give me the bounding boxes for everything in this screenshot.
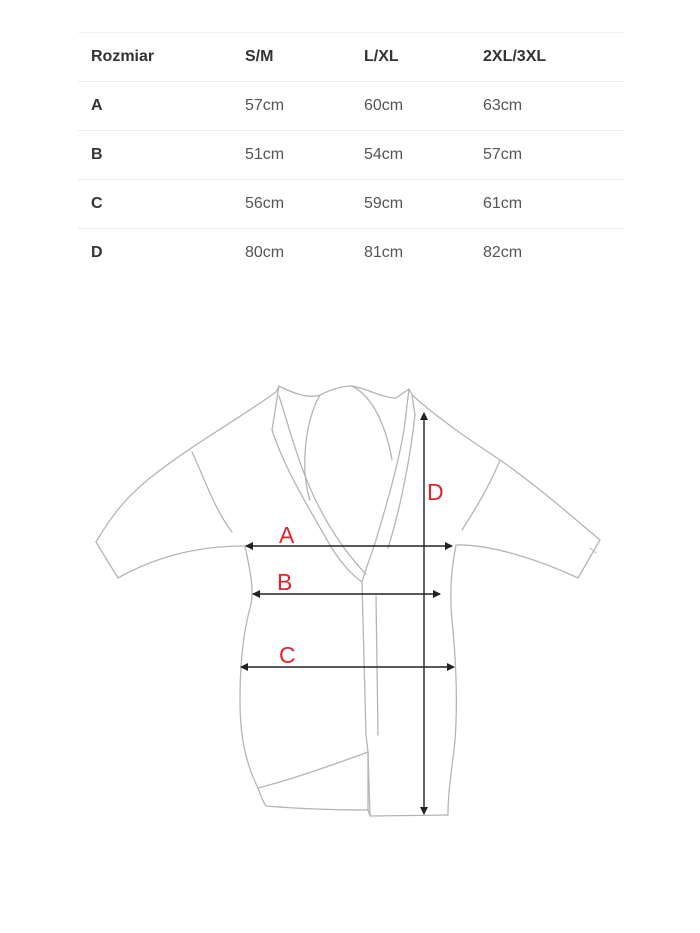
header-size: Rozmiar — [78, 33, 245, 82]
table-row — [78, 131, 624, 180]
table-row — [78, 82, 624, 131]
table-cell: 61cm — [483, 180, 624, 229]
label-d: D — [427, 479, 444, 505]
garment-diagram — [0, 360, 700, 840]
body-right — [448, 545, 456, 815]
table-cell: 82cm — [483, 229, 624, 278]
lapel-right — [362, 389, 409, 582]
table-cell: 81cm — [364, 229, 483, 278]
table-cell: 80cm — [245, 229, 364, 278]
table-cell: 57cm — [245, 82, 364, 131]
hem — [258, 752, 448, 816]
row-label: B — [78, 131, 245, 180]
lapel-right-inner — [388, 395, 415, 548]
row-label: C — [78, 180, 245, 229]
header-l-xl: L/XL — [364, 33, 483, 82]
table-header-row — [78, 33, 624, 82]
table-cell: 54cm — [364, 131, 483, 180]
collar-left — [276, 386, 412, 398]
header-2xl-3xl: 2XL/3XL — [483, 33, 624, 82]
robe-outline — [96, 386, 600, 816]
body-left — [240, 546, 266, 806]
label-a: A — [279, 522, 295, 548]
size-table — [78, 32, 624, 277]
label-b: B — [277, 569, 293, 595]
front-edge — [362, 582, 378, 816]
collar-inner — [305, 386, 392, 500]
table-cell: 59cm — [364, 180, 483, 229]
sleeve-left-seam — [192, 452, 232, 532]
table-cell: 57cm — [483, 131, 624, 180]
table-row — [78, 229, 624, 278]
label-c: C — [279, 642, 296, 668]
table-cell: 63cm — [483, 82, 624, 131]
dimension-arrows — [241, 413, 454, 814]
sleeve-left — [96, 392, 276, 578]
table-row — [78, 180, 624, 229]
table-cell: 51cm — [245, 131, 364, 180]
row-label: A — [78, 82, 245, 131]
table-cell: 60cm — [364, 82, 483, 131]
table-cell: 56cm — [245, 180, 364, 229]
row-label: D — [78, 229, 245, 278]
sleeve-right-seam — [462, 460, 500, 530]
header-s-m: S/M — [245, 33, 364, 82]
